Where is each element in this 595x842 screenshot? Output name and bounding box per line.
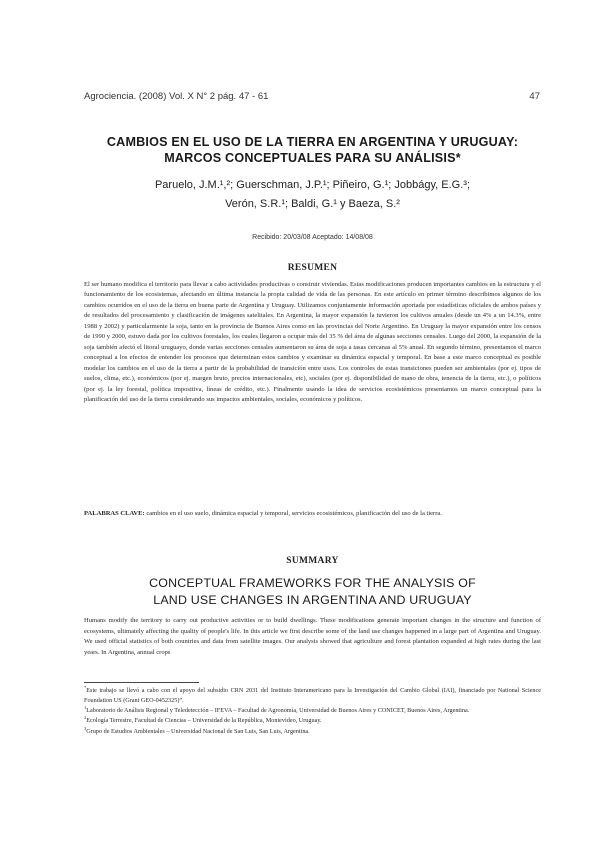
author-line-2: Verón, S.R.¹; Baldi, G.¹ y Baeza, S.²	[225, 198, 400, 210]
article-title	[60, 134, 565, 166]
author-line-1: Paruelo, J.M.¹,²; Guerschman, J.P.¹; Piñeiro, G.¹; Jobbágy, E.G.³;	[154, 179, 471, 191]
received-accepted-dates: Recibido: 20/03/08 Aceptado: 14/08/08	[252, 234, 373, 241]
journal-citation: Agrociencia. (2008) Vol. X N° 2 pág. 47 - 61	[84, 91, 269, 102]
keywords-block	[84, 509, 541, 520]
footnote	[84, 686, 541, 705]
footnote-mark: 3	[84, 725, 87, 731]
keywords-text: cambios en el uso suelo, dinámica espacial y temporal, servicios ecosistémicos, planificación del uso de la tierra.	[146, 510, 442, 517]
footnote	[84, 706, 541, 716]
resumen-text: El ser humano modifica el territorio para llevar a cabo actividades productivas o construir viviendas. Estas modificaciones producen importantes cambios en la estructura y el funcionamiento de los ecosistemas, afectando en última instancia la propia calidad de vida de las personas. En este artículo en primer término describimos algunos de los cambios ocurridos en el uso de la tierra en buena parte de Argentina y Uruguay. Utilizamos conjuntamente información aportada por estadísticas oficiales de ambos países y de resultados del procesamiento y clasificación de imágenes satelitales. En Argentina, la mayor expansión la tuvieron los cultivos anuales (desde un 4% a un 14.3%, entre 1988 y 2002) y particularmente la soja, tanto en la provincia de Buenos Aires como en las provincias del Norte Argentino. En Uruguay la mayor expansión entre los censos de 1990 y 2000, estuvo dada por los cultivos forestales, los cuales llegaron a ocupar más del 35 % del área de algunas secciones censales. Luego del 2000, la expansión de la soja también afectó el litoral uruguayo, donde varias secciones censales aumentaron su área de soja a tasas cercanas al 5% anual. En segundo término, presentamos el marco conceptual a los efectos de entender los procesos que determinan estos cambios y examinar su dinámica espacial y temporal. En base a este marco conceptual es posible modelar los cambios en el uso de la tierra a partir de la probabilidad de transición entre usos. Los controles de estas transiciones pueden ser ambientales (por ej. tipos de suelos, clima, etc.), económicos (por ej. margen bruto, precios internacionales, etc), sociales (por ej. disponibilidad de mano de obra, tenencia de la tierra, etc.), o políticos (por ej. la ley forestal, política impositiva, líneas de crédito, etc.). Finalmente usando la idea de servicios ecosistémicos presentamos un marco conceptual para la planificación del uso de la tierra considerando sus impactos ambientales, sociales, económicos y políticos.	[84, 281, 541, 403]
footnotes	[84, 686, 541, 737]
resumen-heading: RESUMEN	[287, 263, 338, 273]
footnote	[84, 716, 541, 726]
english-title-line-1: CONCEPTUAL FRAMEWORKS FOR THE ANALYSIS OF	[149, 576, 476, 590]
article-title-line-1: CAMBIOS EN EL USO DE LA TIERRA EN ARGENTINA Y URUGUAY:	[106, 135, 519, 149]
english-title-line-2: LAND USE CHANGES IN ARGENTINA AND URUGUAY	[153, 593, 472, 607]
footnote-rule	[84, 682, 199, 683]
article-title-line-2: MARCOS CONCEPTUALES PARA SU ANÁLISIS*	[164, 151, 461, 165]
footnote-mark: *	[84, 684, 87, 690]
footnote-mark: 1	[84, 704, 87, 710]
author-list	[60, 176, 565, 214]
running-header	[84, 91, 540, 103]
english-title	[60, 575, 565, 609]
footnote	[84, 727, 541, 737]
summary-abstract	[84, 616, 541, 669]
footnote-text: Ecología Terrestre, Facultad de Ciencias – Universidad de la República, Montevideo, Uruguay.	[86, 717, 322, 725]
footnote-text: Grupo de Estudios Ambientales – Universidad Nacional de San Luis, San Luis, Argentina.	[86, 727, 310, 735]
resumen-abstract	[84, 280, 541, 405]
summary-heading: SUMMARY	[286, 556, 339, 566]
footnote-text: Laboratorio de Análisis Regional y Teledetección – IFEVA – Facultad de Agronomía, Universidad de Buenos Aires y CONICET, Buenos Aires, Argentina.	[86, 707, 470, 714]
footnote-text: Este trabajo se llevó a cabo con el apoyo del subsidio CRN 2031 del Instituto Interamericano para la Investigación del Cambio Global (IAI), financiado por National Science Foundation US (Grant GEO-0452325)”.	[84, 687, 541, 704]
keywords-label: PALABRAS CLAVE:	[84, 510, 145, 517]
summary-text: Humans modify the territory to carry out productive activities or to build dwellings. These modifications generate important changes in the structure and function of ecosystems, ultimately affecting the quality of people's life. In this article we first describe some of the land use changes happened in a large part of Argentina and Uruguay. We used official statistics of both countries and data from satellite images. Our analysis showed that agriculture and forest plantation expanded at high rates during the last years. In Argentina, annual crops	[84, 617, 541, 656]
page-number: 47	[529, 91, 540, 102]
footnote-mark: 2	[84, 715, 87, 721]
